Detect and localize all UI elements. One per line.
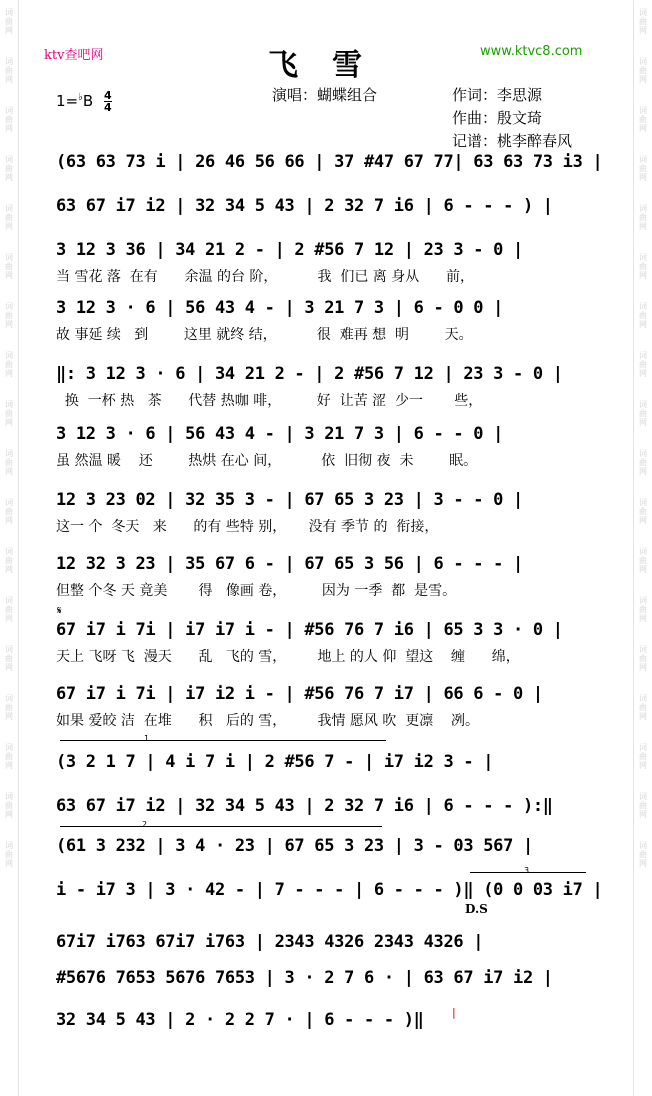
watermark-text: 词 曲 网	[639, 743, 647, 770]
time-signature	[104, 90, 112, 113]
right-watermark-border	[633, 0, 652, 1096]
watermark-text: 词 曲 网	[639, 253, 647, 280]
watermark-text: 词 曲 网	[5, 743, 13, 770]
watermark-text: 词 曲 网	[5, 155, 13, 182]
lyric-line-2: 故 事延 续 到 这里 就终 结， 很 难再 想 明 天。	[56, 327, 473, 343]
volta-number-1: 1	[144, 734, 150, 743]
score-row-15: 67i7 i763 67i7 i763 | 2343 4326 2343 4326 |	[56, 932, 484, 952]
watermark-text: 词 曲 网	[639, 449, 647, 476]
watermark-text: 词 曲 网	[639, 155, 647, 182]
watermark-text: 词 曲 网	[5, 547, 13, 574]
watermark-text: 词 曲 网	[5, 57, 13, 84]
watermark-text: 词 曲 网	[5, 645, 13, 672]
watermark-text: 词 曲 网	[5, 351, 13, 378]
watermark-text: 词 曲 网	[639, 302, 647, 329]
watermark-text: 词 曲 网	[5, 106, 13, 133]
watermark-text: 词 曲 网	[639, 547, 647, 574]
score-row-13: (61 3 232 | 3 4 · 23 | 67 65 3 23 | 3 - 03 567 |	[56, 836, 533, 856]
score-row-3: 3 12 3 36 | 34 21 2 - | 2 #56 7 12 | 23 3 - 0 |	[56, 240, 523, 260]
singer-credit: 演唱：蝴蝶组合	[272, 86, 378, 104]
meter-bottom: 4	[104, 101, 112, 114]
song-title: 飞雪	[268, 48, 396, 83]
watermark-text: 词 曲 网	[639, 645, 647, 672]
lyricist-credit: 作词：李思源	[452, 86, 543, 104]
lyric-line-1: 当 雪花 落 在有 余温 的台 阶， 我 们已 离 身从 前，	[56, 269, 474, 285]
segno-icon: 𝄋	[57, 604, 62, 617]
score-row-4: 3 12 3 · 6 | 56 43 4 - | 3 21 7 3 | 6 - 0 0 |	[56, 298, 504, 318]
score-row-10: 67 i7 i 7i | i7 i2 i - | #56 76 7 i7 | 66 6 - 0 |	[56, 684, 543, 704]
volta-bracket-1	[60, 740, 386, 741]
score-row-16: #5676 7653 5676 7653 | 3 · 2 7 6 · | 63 67 i7 i2 |	[56, 968, 553, 988]
transcriber-credit: 记谱：桃李醉春风	[452, 132, 573, 150]
score-row-2: 63 67 i7 i2 | 32 34 5 43 | 2 32 7 i6 | 6 - - - ) |	[56, 196, 553, 216]
lyric-line-5: 这一 个 冬天 来 的有 些特 别， 没有 季节 的 衔接，	[56, 519, 439, 535]
watermark-text: 词 曲 网	[639, 792, 647, 819]
watermark-text: 词 曲 网	[5, 596, 13, 623]
watermark-text: 词 曲 网	[5, 792, 13, 819]
key-note: B	[82, 92, 94, 110]
score-row-1: (63 63 73 i | 26 46 56 66 | 37 #47 67 77| 63 63 73 i3 |	[56, 152, 603, 172]
watermark-text: 词 曲 网	[5, 253, 13, 280]
meter-top: 4	[104, 89, 112, 102]
score-row-9: 67 i7 i 7i | i7 i7 i - | #56 76 7 i6 | 65 3 3 · 0 |	[56, 620, 563, 640]
score-row-14: i - i7 3 | 3 · 42 - | 7 - - - | 6 - - - )‖ (0 0 03 i7 |	[56, 880, 603, 900]
score-row-5: ‖: 3 12 3 · 6 | 34 21 2 - | 2 #56 7 12 | 23 3 - 0 |	[56, 364, 563, 384]
watermark-text: 词 曲 网	[5, 694, 13, 721]
watermark-text: 词 曲 网	[5, 400, 13, 427]
lyric-line-4: 虽 然温 暖 还 热烘 在心 间， 依 旧彻 夜 未 眠。	[56, 453, 478, 469]
watermark-text: 词 曲 网	[639, 204, 647, 231]
watermark-text: 词 曲 网	[639, 498, 647, 525]
score-row-11: (3 2 1 7 | 4 i 7 i | 2 #56 7 - | i7 i2 3 - |	[56, 752, 494, 772]
watermark-text: 词 曲 网	[5, 449, 13, 476]
lyric-line-6: 但整 个冬 天 竟美 得 像画 卷， 因为 一季 都 是雪。	[56, 583, 457, 599]
lyric-line-3: 换 一杯 热 茶 代替 热咖 啡， 好 让苦 涩 少一 些，	[56, 393, 483, 409]
watermark-text: 词 曲 网	[5, 841, 13, 868]
score-row-12: 63 67 i7 i2 | 32 34 5 43 | 2 32 7 i6 | 6 - - - ):‖	[56, 796, 553, 816]
lyric-line-7: 天上 飞呀 飞 漫天 乱 飞的 雪， 地上 的人 仰 望这 缠 绵，	[56, 649, 520, 665]
ds-marker: D.S	[465, 902, 488, 916]
watermark-text: 词 曲 网	[639, 57, 647, 84]
watermark-text: 词 曲 网	[5, 8, 13, 35]
left-watermark-border	[0, 0, 19, 1096]
composer-credit: 作曲：殷文琦	[452, 109, 543, 127]
end-marker: |	[452, 1006, 456, 1019]
watermark-text: 词 曲 网	[639, 694, 647, 721]
watermark-text: 词 曲 网	[639, 351, 647, 378]
watermark-text: 词 曲 网	[639, 8, 647, 35]
site-url-right: www.ktvc8.com	[480, 44, 583, 59]
key-signature	[56, 92, 93, 110]
volta-number-2: 2	[142, 820, 148, 829]
watermark-text: 词 曲 网	[5, 498, 13, 525]
volta-number-3: 3	[524, 866, 530, 875]
score-row-17: 32 34 5 43 | 2 · 2 2 7 · | 6 - - - )‖	[56, 1010, 424, 1030]
score-row-6: 3 12 3 · 6 | 56 43 4 - | 3 21 7 3 | 6 - - 0 |	[56, 424, 504, 444]
watermark-text: 词 曲 网	[639, 106, 647, 133]
lyric-line-8: 如果 爱皎 洁 在堆 积 后的 雪， 我情 愿风 吹 更凛 冽。	[56, 713, 480, 729]
watermark-text: 词 曲 网	[5, 204, 13, 231]
site-name-left: ktv查吧网	[44, 48, 104, 63]
volta-bracket-2	[60, 826, 382, 827]
watermark-text: 词 曲 网	[639, 596, 647, 623]
flat-icon: ♭	[78, 92, 83, 103]
watermark-text: 词 曲 网	[639, 400, 647, 427]
score-row-8: 12 32 3 23 | 35 67 6 - | 67 65 3 56 | 6 - - - |	[56, 554, 523, 574]
watermark-text: 词 曲 网	[5, 302, 13, 329]
score-row-7: 12 3 23 02 | 32 35 3 - | 67 65 3 23 | 3 - - 0 |	[56, 490, 523, 510]
key-prefix: 1=	[56, 92, 79, 110]
watermark-text: 词 曲 网	[639, 841, 647, 868]
